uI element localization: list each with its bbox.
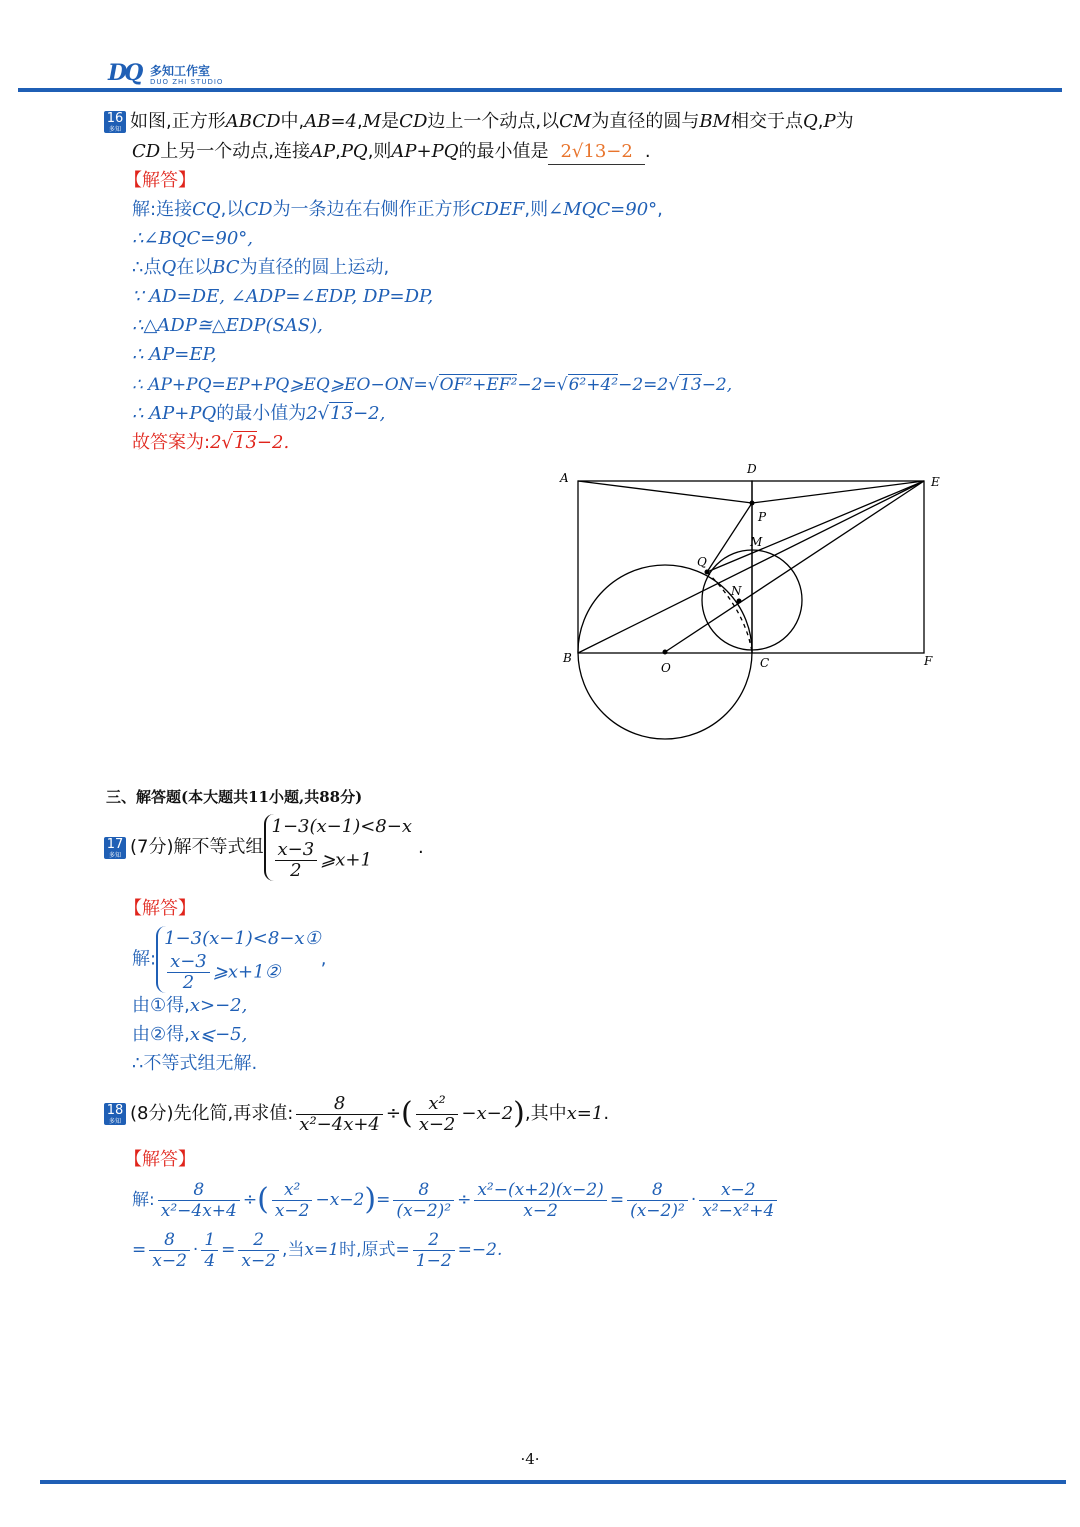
q16-number-badge: 16 多知 xyxy=(104,111,126,133)
label-b: B xyxy=(563,651,572,665)
q17-result2: 由②得,x⩽−5, xyxy=(132,1024,248,1045)
footer-rule xyxy=(40,1480,1066,1484)
q16-step4: ∵ AD=DE, ∠ADP=∠EDP, DP=DP, xyxy=(132,286,434,307)
q16-final-answer: 故答案为:2√13−2. xyxy=(132,432,290,453)
q16-step3: ∴点Q在以BC为直径的圆上运动, xyxy=(132,257,390,278)
label-q: Q xyxy=(697,555,707,569)
header xyxy=(0,58,1080,98)
label-e: E xyxy=(931,475,940,489)
q16-step6: ∴ AP=EP, xyxy=(132,344,217,365)
q18-solution-line2: = $\frac{8}{x-2}$ · $\frac{1}{4}$ = $\frac{2}{x-2}$ ,当x=1时,原式= $\frac{2}{1-2}$ =−2. xyxy=(132,1229,503,1271)
q16-line1: 16 多知 如图,正方形ABCD中,AB=4,M是CD边上一个动点,以CM为直径的圆与BM相交于点Q,P为 xyxy=(104,110,854,134)
brand-en: DUO ZHI STUDIO xyxy=(150,78,224,86)
q17-number-badge: 17 多知 xyxy=(104,837,126,859)
label-o: O xyxy=(661,661,671,675)
q16-answer-blank: 2√13−2 xyxy=(548,140,644,165)
q16-step7: ∴ AP+PQ=EP+PQ⩾EQ⩾EO−ON=√OF²+EF²−2=√6²+4²−2=2√13−2, xyxy=(132,375,733,395)
label-m: M xyxy=(750,535,763,549)
q18-number-badge: 18 多知 xyxy=(104,1103,126,1125)
brand-cn: 多知工作室 xyxy=(150,64,211,78)
q17-result1: 由①得,x>−2, xyxy=(132,995,248,1016)
label-c: C xyxy=(760,656,770,670)
square-cdef xyxy=(752,481,924,653)
q17-statement: 17 多知 (7分)解不等式组 1−3(x−1)<8−x $\frac{x-3}{2}$ ⩾x+1 . xyxy=(104,814,424,881)
segment-ap xyxy=(578,481,752,503)
label-p: P xyxy=(758,510,767,524)
q17-jieda: 【解答】 xyxy=(124,898,196,919)
q16-jieda: 【解答】 xyxy=(124,170,196,191)
section3-title: 三、解答题(本大题共11小题,共88分) xyxy=(106,788,363,806)
q16-line2: CD上另一个动点,连接AP,PQ,则AP+PQ的最小值是 2√13−2 . xyxy=(132,140,651,165)
arc-qc-dashed xyxy=(707,572,752,652)
square-abcd xyxy=(578,481,752,653)
label-n: N xyxy=(731,584,742,598)
q18-solution-line1: 解: $\frac{8}{\text{x²−4x+4}}$ ÷( $\frac{\text{x²}}{x-2}$ −x−2)= $\frac{8}{\text{(x−2)²}}$ ÷ $\frac{\text{x²−(x+2)(x−2)}}{x-2}$ = $\frac{8}{\text{(x−2)²}}$ · $\frac{x-2}{\text{x²−x²+4}}$ xyxy=(132,1178,780,1222)
label-d: D xyxy=(747,462,757,476)
page-number: ·4· xyxy=(520,1450,540,1468)
q18-statement: 18 多知 (8分)先化简,再求值: $\frac{8}{\text{x²−4x+4}}$ ÷( $\frac{\text{x²}}{x-2}$ −x−2),其中x=1. xyxy=(104,1092,609,1136)
q16-step2: ∴∠BQC=90°, xyxy=(132,228,253,249)
geometry-figure xyxy=(550,455,950,745)
label-a: A xyxy=(560,471,569,485)
header-rule xyxy=(18,88,1062,92)
q17-solution-system: 解: 1−3(x−1)<8−x① $\frac{x-3}{2}$ ⩾x+1② , xyxy=(132,928,327,993)
q17-result3: ∴不等式组无解. xyxy=(132,1053,258,1074)
q16-step1: 解:连接CQ,以CD为一条边在右侧作正方形CDEF,则∠MQC=90°, xyxy=(132,199,663,220)
q16-step5: ∴△ADP≅△EDP(SAS), xyxy=(132,315,323,336)
logo-mark: DQ xyxy=(108,60,141,86)
label-f: F xyxy=(924,654,933,668)
q17-system: 1−3(x−1)<8−x $\frac{x-3}{2}$ ⩾x+1 xyxy=(264,814,412,881)
q18-jieda: 【解答】 xyxy=(124,1149,196,1170)
segment-bm xyxy=(578,481,924,653)
q16-step8: ∴ AP+PQ的最小值为2√13−2, xyxy=(132,403,386,424)
segment-pq xyxy=(707,503,752,572)
